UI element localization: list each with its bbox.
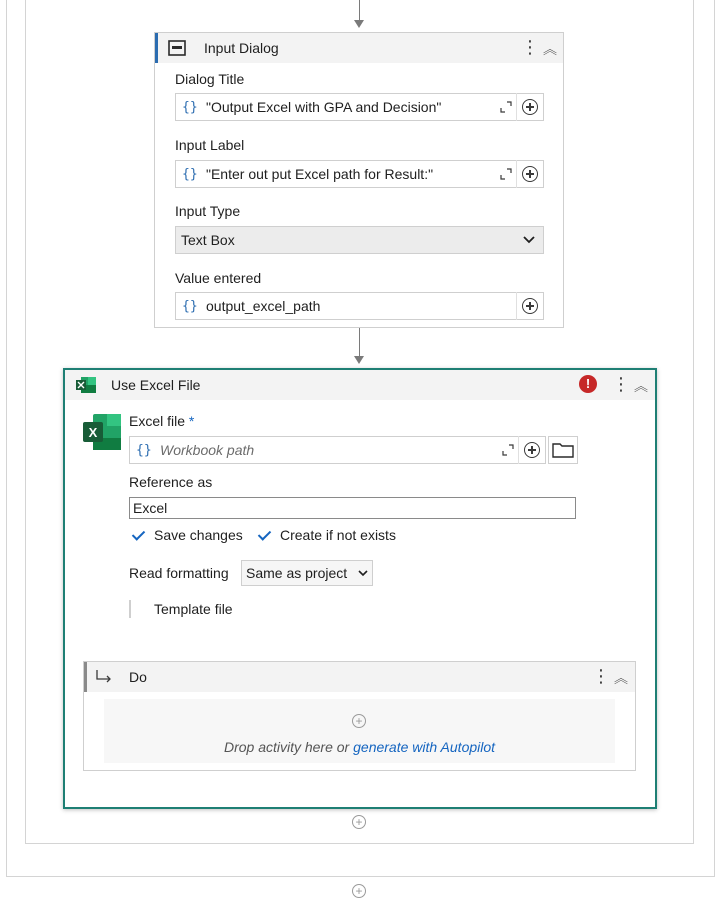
save-changes-label: Save changes — [154, 527, 243, 543]
input-dialog-title: Input Dialog — [204, 40, 279, 56]
plus-circle-icon — [522, 166, 538, 182]
template-file-checkbox[interactable] — [129, 600, 131, 618]
input-label-label: Input Label — [175, 137, 245, 153]
do-title: Do — [129, 669, 147, 685]
add-variable-button[interactable] — [516, 160, 543, 188]
reference-as-label: Reference as — [129, 474, 213, 490]
expand-editor-icon[interactable] — [496, 164, 516, 184]
add-activity-icon[interactable]: + — [352, 714, 366, 728]
template-file-label: Template file — [154, 601, 233, 617]
plus-circle-icon — [522, 99, 538, 115]
more-options-icon[interactable]: ⋮ — [521, 37, 539, 57]
value-entered-value: output_excel_path — [206, 298, 321, 314]
value-entered-field[interactable] — [175, 292, 544, 320]
drop-activity-hint — [104, 739, 615, 755]
activity-drop-zone[interactable] — [104, 699, 615, 763]
more-options-icon[interactable]: ⋮ — [612, 374, 630, 394]
input-type-label: Input Type — [175, 203, 241, 219]
add-activity-icon[interactable]: + — [352, 884, 366, 898]
expand-editor-icon[interactable] — [498, 440, 518, 460]
connector-line — [359, 328, 360, 358]
use-excel-file-title: Use Excel File — [111, 377, 201, 393]
dialog-icon — [168, 40, 186, 56]
create-if-not-exists-label: Create if not exists — [280, 527, 396, 543]
svg-text:X: X — [88, 425, 98, 440]
read-formatting-select[interactable] — [241, 560, 373, 586]
input-type-value: Text Box — [181, 232, 235, 248]
input-label-value: "Enter out put Excel path for Result:" — [206, 166, 434, 182]
plus-circle-icon — [524, 442, 540, 458]
dialog-title-label: Dialog Title — [175, 71, 245, 87]
connector-arrow-icon — [354, 356, 364, 364]
do-container[interactable] — [83, 661, 636, 771]
error-icon[interactable]: ! — [579, 375, 597, 393]
input-dialog-header[interactable] — [155, 33, 563, 63]
connector-line — [359, 0, 360, 22]
chevron-down-icon — [523, 236, 535, 244]
read-formatting-label: Read formatting — [129, 565, 229, 581]
input-dialog-activity[interactable] — [154, 32, 564, 328]
workbook-path-field[interactable] — [129, 436, 546, 464]
excel-small-icon — [75, 376, 97, 394]
plus-circle-icon — [522, 298, 538, 314]
collapse-icon[interactable]: ︽ — [634, 378, 648, 394]
more-options-icon[interactable]: ⋮ — [592, 666, 610, 686]
collapse-icon[interactable]: ︽ — [614, 670, 628, 686]
turn-down-right-icon — [95, 670, 113, 684]
required-asterisk: * — [188, 413, 195, 429]
expression-braces-icon: {} — [182, 298, 198, 314]
collapse-icon[interactable]: ︽ — [543, 41, 557, 57]
workbook-path-placeholder: Workbook path — [160, 442, 255, 458]
drop-hint-text: Drop activity here or — [223, 739, 354, 755]
add-activity-icon[interactable]: + — [352, 815, 366, 829]
generate-with-autopilot-link[interactable]: generate with Autopilot — [353, 739, 496, 755]
value-entered-label: Value entered — [175, 270, 262, 286]
expand-editor-icon[interactable] — [496, 97, 516, 117]
browse-folder-button[interactable] — [548, 436, 578, 464]
folder-icon — [552, 442, 574, 458]
input-label-field[interactable] — [175, 160, 544, 188]
connector-arrow-icon — [354, 20, 364, 28]
excel-logo-icon — [81, 412, 123, 452]
add-variable-button[interactable] — [516, 93, 543, 121]
expression-braces-icon: {} — [182, 99, 198, 115]
chevron-down-icon — [358, 570, 368, 577]
add-variable-button[interactable] — [516, 292, 543, 320]
dialog-title-value: "Output Excel with GPA and Decision" — [206, 99, 442, 115]
do-header[interactable] — [84, 662, 635, 692]
dialog-title-field[interactable] — [175, 93, 544, 121]
excel-file-label: Excel file * — [129, 413, 195, 429]
expression-braces-icon: {} — [136, 442, 152, 458]
use-excel-file-header[interactable] — [65, 370, 655, 400]
expression-braces-icon: {} — [182, 166, 198, 182]
reference-as-input[interactable]: Excel — [129, 497, 576, 519]
input-type-select[interactable] — [175, 226, 544, 254]
add-variable-button[interactable] — [518, 436, 545, 464]
read-formatting-value: Same as project — [246, 565, 348, 581]
